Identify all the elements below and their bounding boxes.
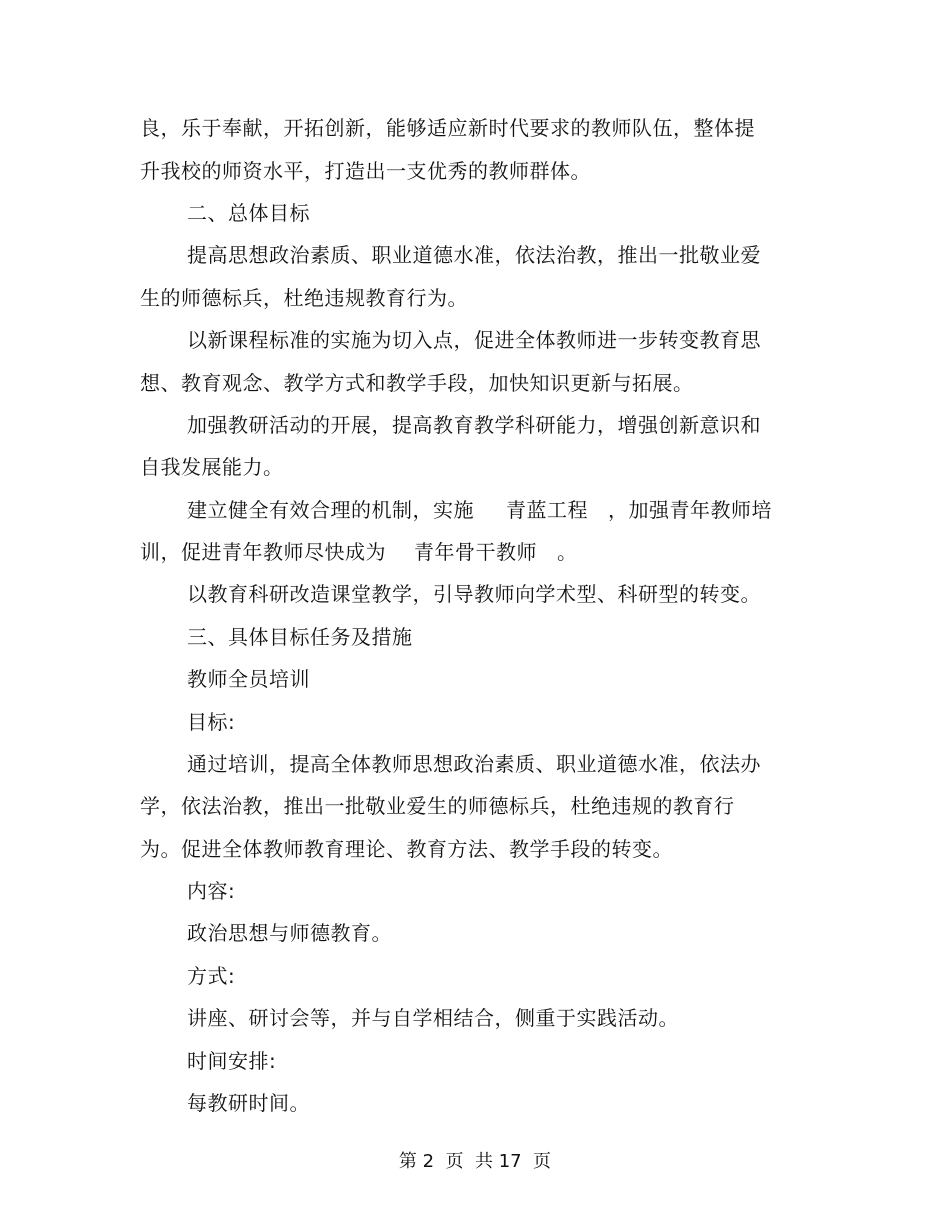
paragraph-line: 以新课程标准的实施为切入点，促进全体教师进一步转变教育思	[187, 328, 761, 352]
section-heading: 二、总体目标	[187, 201, 310, 225]
field-label: 内容:	[187, 879, 236, 903]
paragraph-line: 提高思想政治素质、职业道德水准，依法治教，推出一批敬业爱	[187, 243, 761, 267]
text-segment: 青蓝工程	[506, 498, 588, 522]
paragraph-line: 想、教育观念、教学方式和教学手段，加快知识更新与拓展。	[140, 371, 694, 395]
text-segment: ，加强青年教师培	[608, 498, 772, 522]
paragraph-line: 每教研时间。	[187, 1091, 310, 1115]
paragraph-line: 以教育科研改造课堂教学，引导教师向学术型、科研型的转变。	[187, 582, 761, 606]
paragraph-line: 升我校的师资水平，打造出一支优秀的教师群体。	[140, 159, 591, 183]
paragraph-line	[187, 498, 772, 522]
field-label: 时间安排:	[187, 1049, 277, 1073]
text-segment: 。	[557, 540, 578, 564]
paragraph-line: 政治思想与师德教育。	[187, 921, 392, 945]
paragraph-line: 讲座、研讨会等，并与自学相结合，侧重于实践活动。	[187, 1006, 679, 1030]
paragraph-line: 生的师德标兵，杜绝违规教育行为。	[140, 286, 468, 310]
section-heading: 三、具体目标任务及措施	[187, 625, 413, 649]
field-label: 目标:	[187, 710, 236, 734]
text-segment: 建立健全有效合理的机制，实施	[187, 498, 474, 522]
paragraph-line: 加强教研活动的开展，提高教育教学科研能力，增强创新意识和	[187, 413, 761, 437]
field-label: 方式:	[187, 964, 236, 988]
subsection-heading: 教师全员培训	[187, 667, 310, 691]
paragraph-line: 良，乐于奉献，开拓创新，能够适应新时代要求的教师队伍，整体提	[140, 116, 755, 140]
paragraph-line: 为。促进全体教师教育理论、教育方法、教学手段的转变。	[140, 837, 673, 861]
paragraph-line: 自我发展能力。	[140, 455, 284, 479]
paragraph-line: 学，依法治教，推出一批敬业爱生的师德标兵，杜绝违规的教育行	[140, 794, 735, 818]
paragraph-line: 通过培训，提高全体教师思想政治素质、职业道德水准，依法办	[187, 752, 761, 776]
text-segment: 训，促进青年教师尽快成为	[140, 540, 386, 564]
page-number-footer: 第 2 页 共 17 页	[398, 1151, 552, 1172]
text-segment: 青年骨干教师	[414, 540, 537, 564]
paragraph-line	[140, 540, 578, 564]
